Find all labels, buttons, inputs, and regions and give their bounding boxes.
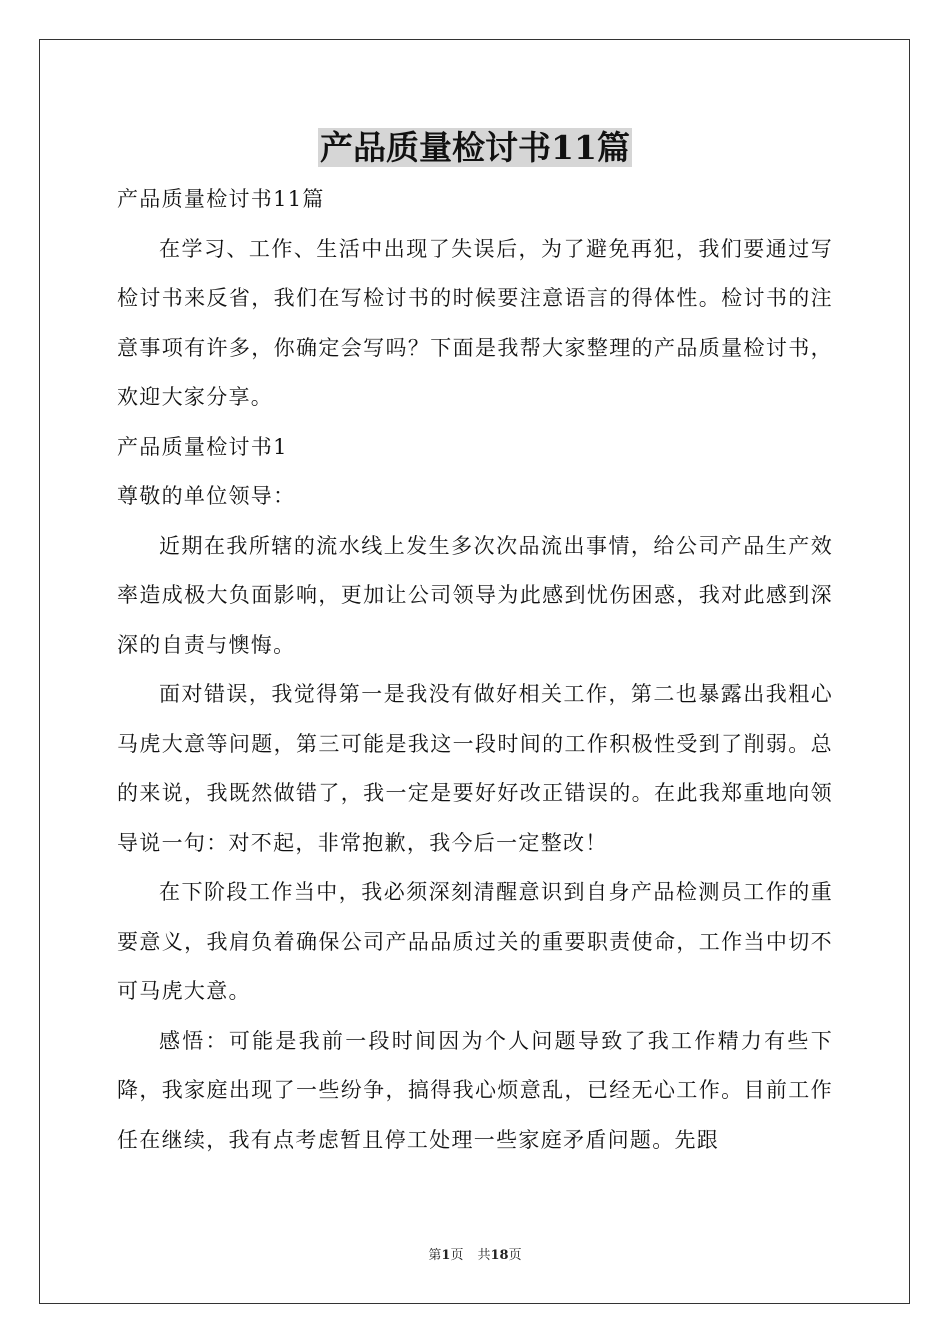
paragraph: 感悟：可能是我前一段时间因为个人问题导致了我工作精力有些下降，我家庭出现了一些纷争，搞得我心烦意乱，已经无心工作。目前工作任在继续，我有点考虑暂且停工处理一些家庭矛盾问题。先跟 bbox=[117, 1028, 833, 1152]
document-title bbox=[0, 126, 950, 170]
footer-page-suffix: 页 bbox=[450, 1248, 464, 1263]
footer-page-prefix: 第 bbox=[428, 1248, 442, 1263]
document-title-text: 产品质量检讨书11篇 bbox=[320, 128, 630, 167]
document-body bbox=[117, 175, 833, 1165]
page-footer bbox=[0, 1244, 950, 1263]
footer-page-current: 1 bbox=[441, 1248, 451, 1263]
paragraph: 在下阶段工作当中，我必须深刻清醒意识到自身产品检测员工作的重要意义，我肩负着确保公司产品品质过关的重要职责使命，工作当中切不可马虎大意。 bbox=[117, 880, 833, 1003]
footer-page-total: 18 bbox=[490, 1248, 509, 1263]
paragraph: 在学习、工作、生活中出现了失误后，为了避免再犯，我们要通过写检讨书来反省，我们在写检讨书的时候要注意语言的得体性。检讨书的注意事项有许多，你确定会写吗？下面是我帮大家整理的产品质量检讨书，欢迎大家分享。 bbox=[117, 236, 833, 409]
paragraph: 近期在我所辖的流水线上发生多次次品流出事情，给公司产品生产效率造成极大负面影响，更加让公司领导为此感到忧伤困惑，我对此感到深深的自责与懊悔。 bbox=[117, 533, 833, 657]
paragraph: 产品质量检讨书1 bbox=[117, 434, 288, 459]
paragraph: 尊敬的单位领导： bbox=[117, 484, 296, 508]
footer-total-suffix: 页 bbox=[508, 1248, 522, 1263]
paragraph: 面对错误，我觉得第一是我没有做好相关工作，第二也暴露出我粗心马虎大意等问题，第三可能是我这一段时间的工作积极性受到了削弱。总的来说，我既然做错了，我一定是要好好改正错误的。在此我郑重地向领导说一句：对不起，非常抱歉，我今后一定整改！ bbox=[117, 682, 833, 855]
paragraph: 产品质量检讨书11篇 bbox=[117, 187, 325, 211]
footer-total-prefix: 共 bbox=[477, 1248, 491, 1263]
